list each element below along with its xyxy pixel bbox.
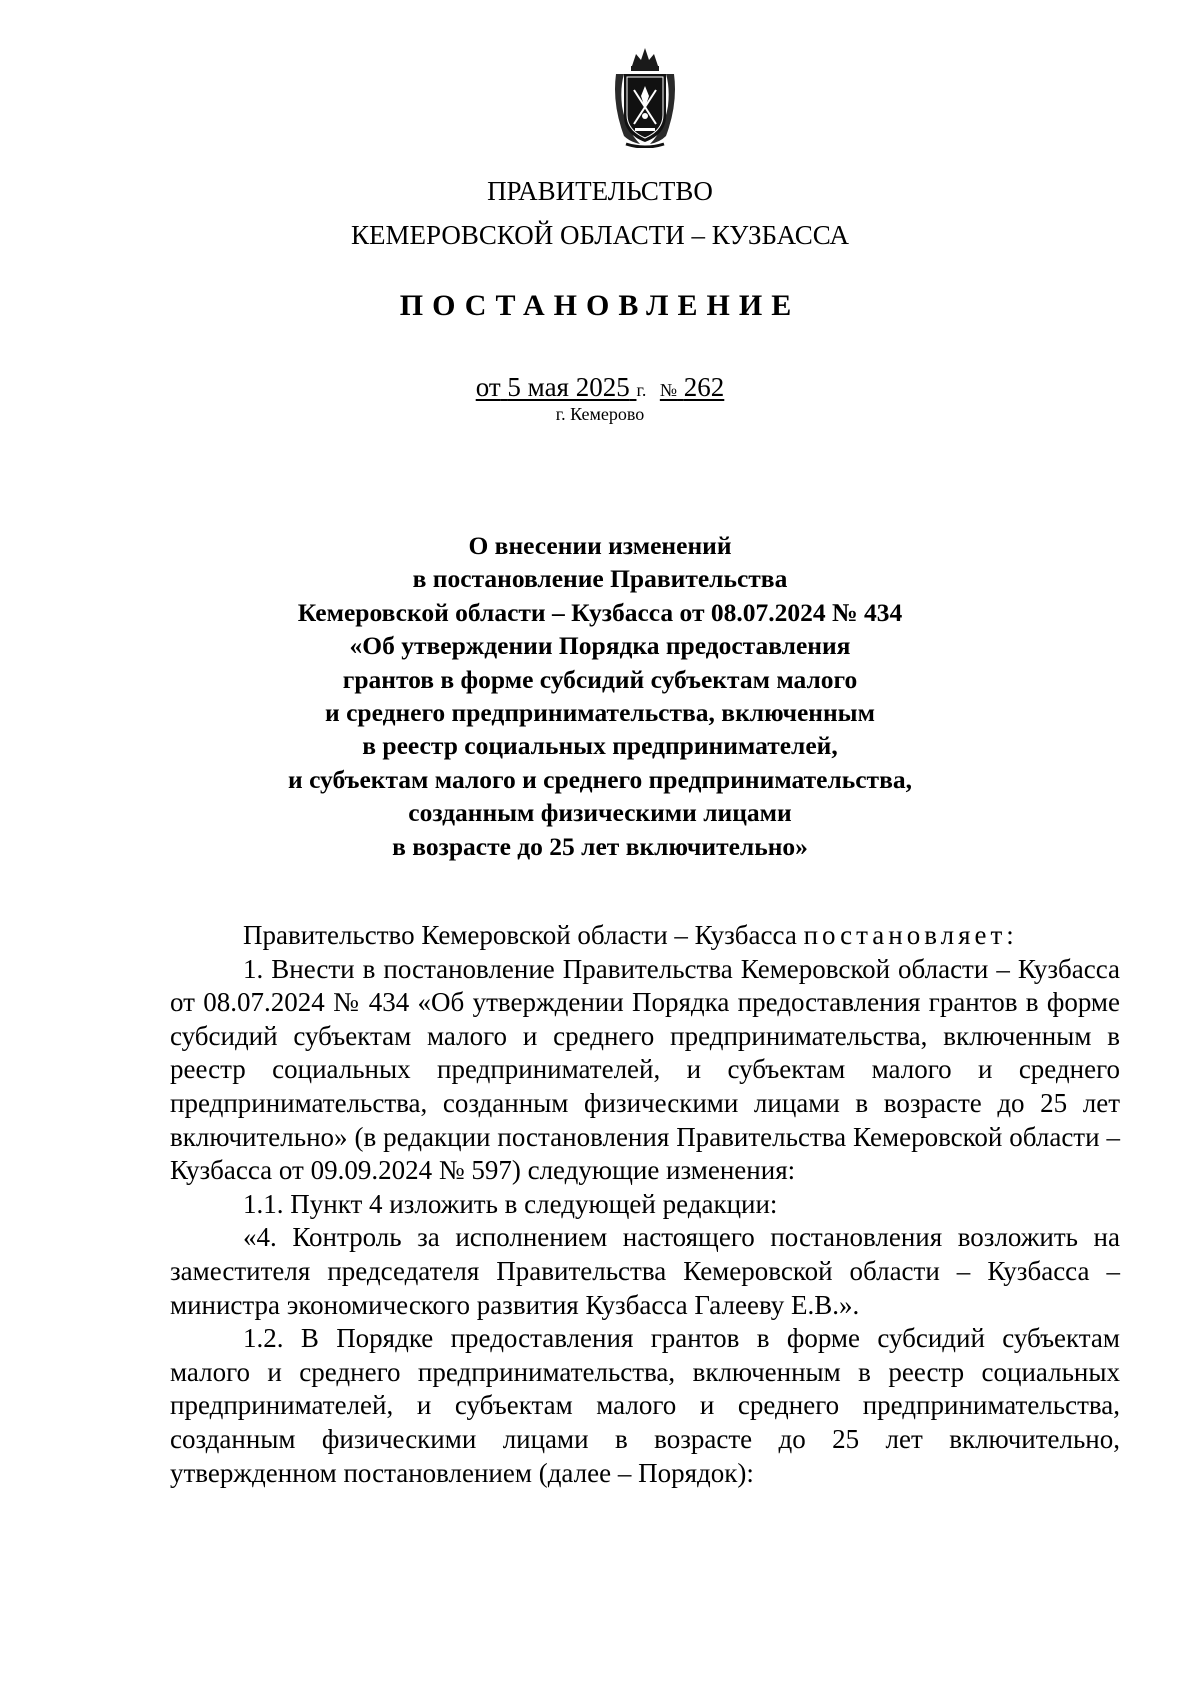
number-value: 262 [683, 372, 725, 402]
intro-paragraph [170, 919, 1120, 953]
paragraph-1-2: 1.2. В Порядке предоставления грантов в форме субсидий субъектам малого и среднего предпринимательства, включенным в реестр социальных предпринимателей, и субъектам малого и среднего предпринимательства, созданным физическими лицами в возрасте до 25 лет включительно, утвержденном постановлением (далее – Порядок): [170, 1323, 1120, 1488]
title-line: Кемеровской области – Кузбасса от 08.07.2024 № 434 [297, 597, 903, 627]
paragraph-1: 1. Внести в постановление Правительства Кемеровской области – Кузбасса от 08.07.2024 № 434 «Об утверждении Порядка предоставления грантов в форме субсидий субъектам малого и среднего предпринимательства, включенным в реестр социальных предпринимателей, и субъектам малого и среднего предпринимательства, созданным физическими лицами в возрасте до 25 лет включительно» (в редакции постановления Правительства Кемеровской области – Кузбасса от 09.09.2024 № 597) следующие изменения: [170, 953, 1120, 1186]
title-line: «Об утверждении Порядка предоставления [349, 631, 851, 661]
title-line: и среднего предпринимательства, включенным [325, 698, 875, 728]
date-value: 5 мая 2025 [507, 372, 630, 402]
date-number-line [0, 370, 1200, 407]
date-suffix: г. [636, 380, 647, 400]
intro-spaced-verb: постановляет: [803, 920, 1018, 950]
title-line: грантов в форме субсидий субъектам малого [342, 664, 858, 694]
date-field [476, 372, 637, 402]
org-name-line1: ПРАВИТЕЛЬСТВО [487, 176, 713, 206]
document-title [170, 529, 1030, 863]
date-prefix: от [475, 372, 501, 402]
title-line: О внесении изменений [468, 531, 732, 560]
title-line: в постановление Правительства [412, 564, 788, 594]
document-body [170, 919, 1120, 1490]
document-type: ПОСТАНОВЛЕНИЕ [399, 289, 801, 322]
title-line: и субъектам малого и среднего предпринимательства, [288, 764, 912, 794]
title-line: в реестр социальных предпринимателей, [362, 731, 838, 761]
coat-of-arms-icon [610, 44, 680, 148]
paragraph-1-1-quote: «4. Контроль за исполнением настоящего постановления возложить на заместителя председателя Правительства Кемеровской области – Кузбасса – министра экономического развития Кузбасса Галееву Е.В.». [170, 1222, 1120, 1320]
title-line: созданным физическими лицами [408, 798, 792, 828]
paragraph-1-1: 1.1. Пункт 4 изложить в следующей редакции: [243, 1188, 778, 1219]
org-name-line2: КЕМЕРОВСКОЙ ОБЛАСТИ – КУЗБАССА [351, 220, 849, 250]
intro-text: Правительство Кемеровской области – Кузбасса [243, 920, 797, 950]
number-field [660, 372, 724, 402]
city: г. Кемерово [555, 404, 645, 424]
title-line: в возрасте до 25 лет включительно» [392, 831, 808, 861]
number-sign: № [659, 380, 678, 400]
